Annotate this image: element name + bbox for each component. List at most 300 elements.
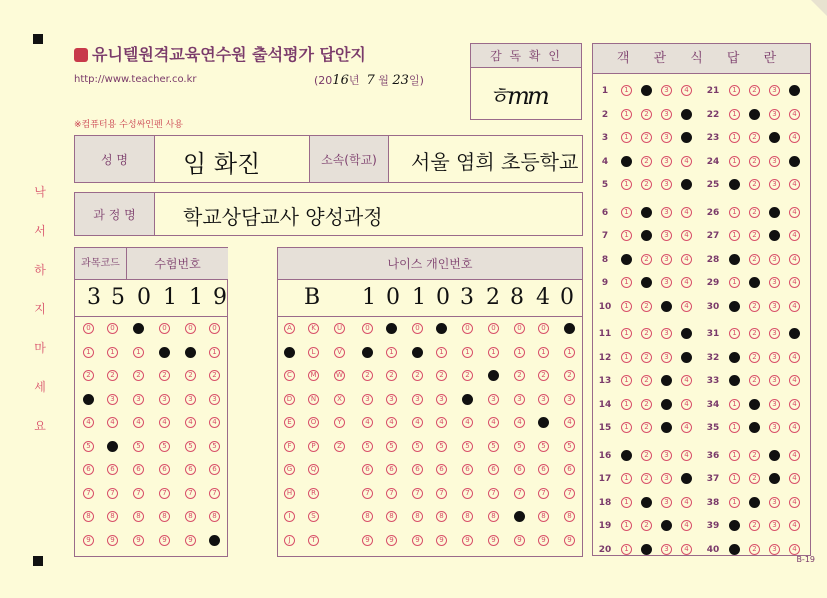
answer-bubble[interactable]: 1 (729, 544, 740, 555)
answer-bubble[interactable]: 1 (621, 207, 632, 218)
answer-bubble[interactable]: 3 (769, 230, 780, 241)
answer-bubble[interactable]: 1 (729, 85, 740, 96)
answer-bubble[interactable]: 2 (641, 497, 652, 508)
digit-bubble: 6 (488, 464, 499, 475)
answer-bubble[interactable]: 4 (681, 328, 692, 339)
answer-bubble[interactable]: 4 (789, 473, 800, 484)
answer-bubble[interactable]: 1 (729, 132, 740, 143)
digit-bubble: 0 (362, 323, 373, 334)
answer-bubble[interactable]: 2 (749, 375, 760, 386)
digit-bubble: 7 (412, 488, 423, 499)
answer-bubble[interactable]: 3 (661, 544, 672, 555)
answer-bubble[interactable]: 4 (681, 254, 692, 265)
exam-number-label: 수험번호 (127, 248, 228, 280)
answer-bubble[interactable]: 3 (661, 399, 672, 410)
answer-bubble[interactable]: 1 (621, 497, 632, 508)
letter-bubble: F (284, 441, 295, 452)
digit-bubble: 1 (209, 347, 220, 358)
digit-bubble: 8 (564, 511, 575, 522)
answer-bubble[interactable]: 3 (769, 207, 780, 218)
digit-bubble: 7 (564, 488, 575, 499)
answer-bubble[interactable]: 3 (661, 207, 672, 218)
answer-bubble[interactable]: 2 (749, 301, 760, 312)
digit-bubble: 4 (209, 417, 220, 428)
answer-bubble[interactable]: 4 (681, 301, 692, 312)
digit-bubble: 1 (564, 347, 575, 358)
answer-bubble[interactable]: 3 (661, 473, 672, 484)
answer-bubble[interactable]: 2 (749, 544, 760, 555)
answer-bubble[interactable]: 3 (661, 179, 672, 190)
answer-bubble[interactable]: 4 (789, 375, 800, 386)
answer-bubble[interactable]: 4 (789, 520, 800, 531)
digit-bubble: 7 (538, 488, 549, 499)
digit-bubble: 1 (386, 347, 397, 358)
question-number: 5 (601, 180, 609, 190)
written-char: 1 (362, 285, 376, 310)
answer-bubble[interactable]: 4 (681, 132, 692, 143)
answer-bubble[interactable]: 2 (749, 422, 760, 433)
answer-bubble[interactable]: 1 (621, 422, 632, 433)
answer-bubble[interactable]: 1 (621, 132, 632, 143)
digit-bubble: 9 (436, 535, 447, 546)
written-char: 0 (560, 285, 574, 310)
answer-bubble[interactable]: 1 (729, 301, 740, 312)
answer-bubble[interactable]: 3 (661, 85, 672, 96)
answer-bubble[interactable]: 4 (789, 230, 800, 241)
digit-bubble: 3 (514, 394, 525, 405)
answer-bubble[interactable]: 3 (769, 497, 780, 508)
margin-warning-char: 요 (34, 419, 46, 433)
answer-bubble[interactable]: 1 (621, 544, 632, 555)
digit-bubble: 2 (538, 370, 549, 381)
answer-bubble[interactable]: 2 (641, 254, 652, 265)
answer-bubble[interactable]: 1 (729, 399, 740, 410)
answer-bubble[interactable]: 3 (769, 301, 780, 312)
answer-bubble[interactable]: 1 (621, 399, 632, 410)
answer-bubble[interactable]: 3 (769, 277, 780, 288)
digit-bubble: 4 (564, 417, 575, 428)
digit-bubble: 4 (488, 417, 499, 428)
digit-bubble: 4 (83, 417, 94, 428)
digit-bubble: 6 (436, 464, 447, 475)
answer-bubble[interactable]: 2 (749, 450, 760, 461)
answer-bubble[interactable]: 4 (789, 450, 800, 461)
letter-bubble: L (308, 347, 319, 358)
digit-bubble: 4 (133, 417, 144, 428)
answer-bubble[interactable]: 4 (681, 85, 692, 96)
digit-bubble: 5 (386, 441, 397, 452)
digit-bubble: 1 (159, 347, 170, 358)
digit-bubble: 3 (412, 394, 423, 405)
answer-bubble[interactable]: 1 (621, 179, 632, 190)
answer-bubble[interactable]: 3 (661, 520, 672, 531)
answer-bubble[interactable]: 4 (789, 301, 800, 312)
digit-bubble: 9 (462, 535, 473, 546)
question-number: 10 (598, 301, 612, 312)
answer-bubble[interactable]: 2 (749, 277, 760, 288)
answer-bubble[interactable]: 2 (641, 328, 652, 339)
digit-bubble: 7 (133, 488, 144, 499)
question-number: 23 (706, 133, 720, 143)
sheet-title (74, 42, 366, 65)
digit-bubble: 9 (362, 535, 373, 546)
answer-bubble[interactable]: 3 (769, 520, 780, 531)
answer-bubble[interactable]: 4 (789, 399, 800, 410)
answer-bubble[interactable]: 2 (641, 473, 652, 484)
digit-bubble: 7 (209, 488, 220, 499)
letter-bubble: A (284, 323, 295, 334)
answer-bubble[interactable]: 3 (661, 375, 672, 386)
answer-bubble[interactable]: 1 (729, 375, 740, 386)
digit-bubble: 8 (488, 511, 499, 522)
digit-bubble: 1 (185, 347, 196, 358)
answer-bubble[interactable]: 2 (749, 85, 760, 96)
answer-bubble[interactable]: 3 (661, 156, 672, 167)
answer-bubble[interactable]: 3 (769, 450, 780, 461)
answer-bubble[interactable]: 2 (749, 254, 760, 265)
exam-date (314, 72, 424, 88)
digit-bubble: 2 (185, 370, 196, 381)
answer-bubble[interactable]: 4 (789, 328, 800, 339)
digit-bubble: 2 (362, 370, 373, 381)
answer-bubble[interactable]: 1 (621, 156, 632, 167)
written-char: 3 (460, 285, 474, 310)
answer-bubble[interactable]: 2 (749, 109, 760, 120)
question-number: 33 (706, 376, 720, 386)
answer-bubble[interactable]: 1 (729, 352, 740, 363)
answer-bubble[interactable]: 1 (729, 520, 740, 531)
digit-bubble: 9 (538, 535, 549, 546)
answer-bubble[interactable]: 1 (729, 473, 740, 484)
answer-bubble[interactable]: 2 (641, 544, 652, 555)
answer-bubble[interactable]: 2 (749, 520, 760, 531)
answer-bubble[interactable]: 4 (681, 473, 692, 484)
answer-bubble[interactable]: 4 (789, 422, 800, 433)
answer-bubble[interactable]: 4 (789, 85, 800, 96)
answer-bubble[interactable]: 2 (749, 399, 760, 410)
margin-warning-char: 마 (34, 341, 46, 355)
answer-bubble[interactable]: 1 (729, 109, 740, 120)
answer-bubble[interactable]: 4 (789, 254, 800, 265)
digit-bubble: 3 (488, 394, 499, 405)
digit-bubble: 2 (386, 370, 397, 381)
answer-bubble[interactable]: 3 (769, 132, 780, 143)
question-number: 14 (598, 399, 612, 410)
answer-bubble[interactable]: 4 (681, 450, 692, 461)
letter-bubble: U (334, 323, 345, 334)
digit-bubble: 0 (538, 323, 549, 334)
answer-bubble[interactable]: 2 (641, 352, 652, 363)
digit-bubble: 3 (133, 394, 144, 405)
answer-bubble[interactable]: 1 (729, 328, 740, 339)
digit-bubble: 1 (412, 347, 423, 358)
answer-bubble[interactable]: 1 (621, 328, 632, 339)
question-number: 21 (706, 86, 720, 96)
answer-bubble[interactable]: 3 (769, 544, 780, 555)
answer-bubble[interactable]: 1 (621, 450, 632, 461)
answer-bubble[interactable]: 4 (789, 277, 800, 288)
answer-bubble[interactable]: 1 (621, 520, 632, 531)
answer-bubble[interactable]: 3 (769, 422, 780, 433)
objective-answers-box (592, 43, 811, 556)
digit-bubble: 0 (436, 323, 447, 334)
answer-bubble[interactable]: 2 (641, 109, 652, 120)
digit-bubble: 2 (159, 370, 170, 381)
digit-bubble: 4 (185, 417, 196, 428)
answer-bubble[interactable]: 4 (681, 109, 692, 120)
written-digit: 5 (111, 285, 125, 310)
digit-bubble: 0 (159, 323, 170, 334)
answer-bubble[interactable]: 4 (681, 277, 692, 288)
question-number: 38 (706, 497, 720, 508)
letter-bubble: V (334, 347, 345, 358)
answer-bubble[interactable]: 1 (729, 230, 740, 241)
answer-bubble[interactable]: 2 (749, 473, 760, 484)
letter-bubble: P (308, 441, 319, 452)
digit-bubble: 9 (412, 535, 423, 546)
digit-bubble: 5 (209, 441, 220, 452)
digit-bubble: 7 (107, 488, 118, 499)
question-number: 35 (706, 423, 720, 433)
answer-bubble[interactable]: 4 (789, 544, 800, 555)
answer-bubble[interactable]: 1 (729, 497, 740, 508)
answer-bubble[interactable]: 1 (729, 254, 740, 265)
proctor-confirm-label: 감 독 확 인 (471, 44, 581, 68)
answer-bubble[interactable]: 4 (789, 207, 800, 218)
question-number: 30 (706, 301, 720, 312)
answer-bubble[interactable]: 2 (641, 422, 652, 433)
answer-bubble[interactable]: 3 (769, 85, 780, 96)
timing-mark-bottom (33, 556, 43, 566)
question-number: 20 (598, 544, 612, 555)
question-number: 8 (601, 254, 609, 265)
answer-bubble[interactable]: 1 (621, 230, 632, 241)
digit-bubble: 2 (488, 370, 499, 381)
answer-bubble[interactable]: 3 (661, 497, 672, 508)
digit-bubble: 8 (362, 511, 373, 522)
answer-bubble[interactable]: 3 (769, 254, 780, 265)
answer-bubble[interactable]: 2 (641, 132, 652, 143)
answer-bubble[interactable]: 1 (729, 450, 740, 461)
digit-bubble: 0 (386, 323, 397, 334)
digit-bubble: 7 (462, 488, 473, 499)
digit-bubble: 6 (185, 464, 196, 475)
letter-bubble: Z (334, 441, 345, 452)
answer-bubble[interactable]: 2 (749, 352, 760, 363)
written-char: 0 (436, 285, 450, 310)
answer-bubble[interactable]: 3 (769, 352, 780, 363)
answer-bubble[interactable]: 4 (681, 230, 692, 241)
answer-bubble[interactable]: 4 (681, 375, 692, 386)
question-number: 1 (601, 86, 609, 96)
answer-bubble[interactable]: 1 (729, 207, 740, 218)
answer-bubble[interactable]: 2 (641, 399, 652, 410)
answer-bubble[interactable]: 2 (641, 85, 652, 96)
answer-bubble[interactable]: 3 (661, 277, 672, 288)
digit-bubble: 8 (412, 511, 423, 522)
written-digit: 1 (163, 285, 177, 310)
answer-bubble[interactable]: 4 (681, 422, 692, 433)
letter-bubble: B (284, 347, 295, 358)
answer-bubble[interactable]: 4 (681, 156, 692, 167)
answer-bubble[interactable]: 4 (681, 179, 692, 190)
answer-bubble[interactable]: 1 (621, 352, 632, 363)
answer-bubble[interactable]: 3 (661, 132, 672, 143)
answer-bubble[interactable]: 4 (681, 399, 692, 410)
digit-bubble: 5 (107, 441, 118, 452)
question-number: 37 (706, 474, 720, 484)
digit-bubble: 8 (159, 511, 170, 522)
answer-bubble[interactable]: 1 (729, 179, 740, 190)
answer-bubble[interactable]: 1 (729, 156, 740, 167)
answer-bubble[interactable]: 3 (769, 109, 780, 120)
digit-bubble: 8 (107, 511, 118, 522)
digit-bubble: 5 (436, 441, 447, 452)
answer-bubble[interactable]: 2 (641, 520, 652, 531)
digit-bubble: 5 (462, 441, 473, 452)
question-number: 18 (598, 497, 612, 508)
answer-bubble[interactable]: 2 (641, 277, 652, 288)
answer-bubble[interactable]: 1 (621, 375, 632, 386)
date-month-suffix: 월 (378, 74, 389, 87)
answer-bubble[interactable]: 1 (729, 277, 740, 288)
written-digit: 9 (213, 285, 227, 310)
digit-bubble: 6 (514, 464, 525, 475)
answer-bubble[interactable]: 3 (661, 301, 672, 312)
answer-bubble[interactable]: 2 (749, 179, 760, 190)
answer-bubble[interactable]: 4 (681, 544, 692, 555)
date-year: 16 (332, 73, 349, 88)
digit-bubble: 4 (538, 417, 549, 428)
answer-bubble[interactable]: 2 (749, 132, 760, 143)
page-corner-fold (811, 0, 827, 16)
course-label: 과 정 명 (75, 193, 155, 235)
answer-bubble[interactable]: 4 (789, 352, 800, 363)
answer-bubble[interactable]: 4 (789, 179, 800, 190)
question-number: 36 (706, 450, 720, 461)
answer-bubble[interactable]: 2 (641, 230, 652, 241)
digit-bubble: 9 (488, 535, 499, 546)
sheet-title-text: 유니텔원격교육연수원 출석평가 답안지 (92, 45, 366, 64)
digit-bubble: 9 (133, 535, 144, 546)
answer-bubble[interactable]: 1 (621, 301, 632, 312)
digit-bubble: 5 (362, 441, 373, 452)
answer-bubble[interactable]: 1 (621, 109, 632, 120)
digit-bubble: 4 (462, 417, 473, 428)
answer-bubble[interactable]: 3 (661, 450, 672, 461)
answer-bubble[interactable]: 1 (621, 277, 632, 288)
brand-logo-icon (74, 48, 88, 62)
answer-bubble[interactable]: 4 (681, 207, 692, 218)
date-year-suffix: 년 (348, 74, 360, 87)
answer-bubble[interactable]: 4 (681, 497, 692, 508)
digit-bubble: 6 (412, 464, 423, 475)
answer-bubble[interactable]: 4 (681, 520, 692, 531)
letter-bubble: D (284, 394, 295, 405)
answer-bubble[interactable]: 2 (641, 375, 652, 386)
date-day-suffix: 일) (408, 74, 424, 87)
digit-bubble: 2 (514, 370, 525, 381)
answer-bubble[interactable]: 2 (749, 497, 760, 508)
margin-warning-char: 서 (34, 224, 46, 238)
digit-bubble: 2 (436, 370, 447, 381)
digit-bubble: 7 (362, 488, 373, 499)
date-day: 23 (392, 73, 409, 88)
answer-bubble[interactable]: 3 (661, 109, 672, 120)
answer-bubble[interactable]: 2 (749, 230, 760, 241)
answer-bubble[interactable]: 3 (661, 328, 672, 339)
digit-bubble: 3 (362, 394, 373, 405)
answer-bubble[interactable]: 3 (769, 179, 780, 190)
digit-bubble: 1 (133, 347, 144, 358)
answer-bubble[interactable]: 2 (641, 179, 652, 190)
answer-bubble[interactable]: 1 (621, 473, 632, 484)
digit-bubble: 8 (538, 511, 549, 522)
answer-bubble[interactable]: 3 (661, 230, 672, 241)
answer-bubble[interactable]: 3 (769, 375, 780, 386)
letter-bubble: R (308, 488, 319, 499)
answer-bubble[interactable]: 3 (661, 352, 672, 363)
answer-bubble[interactable]: 1 (729, 422, 740, 433)
answer-bubble[interactable]: 2 (641, 207, 652, 218)
digit-bubble: 2 (564, 370, 575, 381)
digit-bubble: 6 (209, 464, 220, 475)
answer-bubble[interactable]: 4 (789, 497, 800, 508)
question-number: 4 (601, 156, 609, 167)
digit-bubble: 0 (514, 323, 525, 334)
question-number: 29 (706, 278, 720, 288)
answer-bubble[interactable]: 3 (769, 473, 780, 484)
answer-bubble[interactable]: 4 (789, 109, 800, 120)
written-char: 2 (486, 285, 500, 310)
affiliation-value: 서울 염희 초등학교 (411, 150, 579, 174)
written-char: B (304, 285, 321, 310)
question-number: 27 (706, 231, 720, 241)
digit-bubble: 3 (538, 394, 549, 405)
objective-answers-title: 객 관 식 답 란 (593, 44, 810, 74)
answer-bubble[interactable]: 3 (661, 254, 672, 265)
digit-bubble: 0 (412, 323, 423, 334)
answer-bubble[interactable]: 2 (641, 156, 652, 167)
answer-bubble[interactable]: 4 (789, 156, 800, 167)
answer-bubble[interactable]: 2 (749, 207, 760, 218)
answer-bubble[interactable]: 2 (641, 450, 652, 461)
answer-bubble[interactable]: 1 (621, 254, 632, 265)
digit-bubble: 4 (107, 417, 118, 428)
written-digit: 3 (87, 285, 101, 310)
digit-bubble: 2 (209, 370, 220, 381)
answer-bubble[interactable]: 2 (641, 301, 652, 312)
answer-bubble[interactable]: 3 (769, 156, 780, 167)
answer-bubble[interactable]: 2 (749, 328, 760, 339)
answer-bubble[interactable]: 3 (769, 328, 780, 339)
answer-bubble[interactable]: 4 (789, 132, 800, 143)
question-number: 17 (598, 474, 612, 484)
answer-bubble[interactable]: 3 (769, 399, 780, 410)
letter-bubble: S (308, 511, 319, 522)
timing-mark-top (33, 34, 43, 44)
answer-bubble[interactable]: 4 (681, 352, 692, 363)
digit-bubble: 3 (462, 394, 473, 405)
answer-bubble[interactable]: 2 (749, 156, 760, 167)
proctor-confirm-box (470, 43, 582, 120)
question-number: 25 (706, 180, 720, 190)
written-char: 0 (386, 285, 400, 310)
question-number: 13 (598, 376, 612, 386)
answer-bubble[interactable]: 1 (621, 85, 632, 96)
answer-bubble[interactable]: 3 (661, 422, 672, 433)
pen-note: ※컴퓨터용 수성싸인펜 사용 (74, 120, 183, 130)
